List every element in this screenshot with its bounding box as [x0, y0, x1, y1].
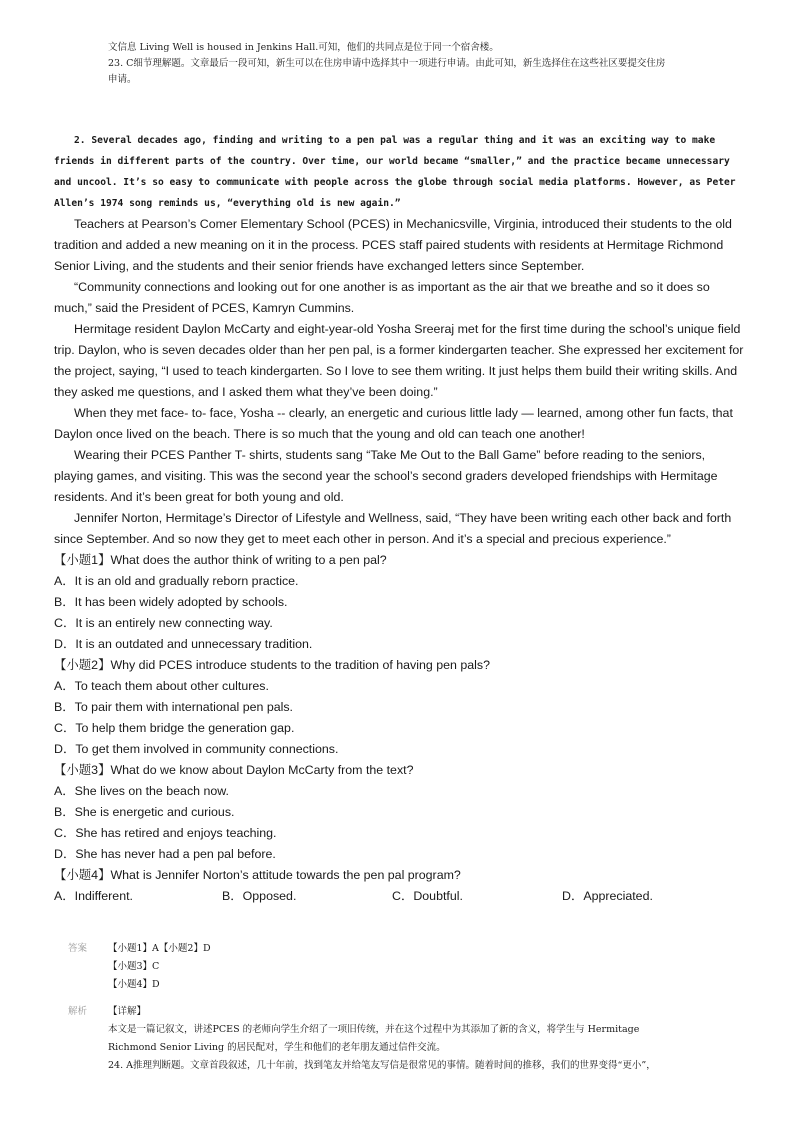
answer-line: 【小题3】C: [108, 961, 160, 972]
question-1: [54, 550, 744, 655]
passage-paragraph: When they met face- to- face, Yosha -- clearly, an energetic and curious little lady — learned, among other fun facts, that Daylon once lived on the beach. There is so much that the young and old can teach one another!: [54, 406, 733, 441]
option-d: D．It is an outdated and unnecessary tradition.: [54, 637, 313, 651]
answer-line: 【小题1】A【小题2】D: [108, 943, 211, 954]
question-3: [54, 760, 744, 865]
analysis-section: [68, 1003, 748, 1075]
option-a: A．To teach them about other cultures.: [54, 679, 269, 693]
question-stem: 【小题4】What is Jennifer Norton’s attitude towards the pen pal program?: [54, 868, 461, 882]
options-row: [54, 886, 744, 907]
option-d: D．She has never had a pen pal before.: [54, 847, 276, 861]
passage-paragraph: “Community connections and looking out for one another is as important as the air that we breathe and so it does so much,” said the President of PCES, Kamryn Cummins.: [54, 280, 710, 315]
option-b: B．Opposed.: [222, 889, 297, 903]
analysis-line: Richmond Senior Living 的居民配对，学生和他们的老年朋友通过信件交流。: [108, 1042, 446, 1053]
option-d: D．Appreciated.: [562, 889, 653, 903]
option-c: C．Doubtful.: [392, 889, 463, 903]
option-a: A．She lives on the beach now.: [54, 784, 229, 798]
note-line: 申请。: [108, 74, 137, 85]
answer-label: 答案: [68, 943, 88, 954]
passage-paragraph: Teachers at Pearson’s Comer Elementary School (PCES) in Mechanicsville, Virginia, introduced their students to the old tradition and added a new meaning on it in the process. PCES staff paired students with residents at Hermitage Richmond Senior Living, and the students and their senior friends have exchanged letters since September.: [54, 217, 732, 273]
passage-paragraph: Wearing their PCES Panther T- shirts, students sang “Take Me Out to the Ball Game” before reading to the seniors, playing games, and visiting. This was the second year the school’s second graders developed friendships with Hermitage residents. And it’s been great for both young and old.: [54, 448, 718, 504]
previous-answer-note: [108, 40, 748, 88]
option-d: D．To get them involved in community connections.: [54, 742, 339, 756]
passage-paragraph: Jennifer Norton, Hermitage’s Director of Lifestyle and Wellness, said, “They have been writing each other back and forth since September. And so now they get to meet each other in person. And it’s a special and precious experience.”: [54, 511, 732, 546]
question-stem: 【小题2】Why did PCES introduce students to the tradition of having pen pals?: [54, 658, 490, 672]
option-b: B．She is energetic and curious.: [54, 805, 235, 819]
question-stem: 【小题3】What do we know about Daylon McCarty from the text?: [54, 763, 414, 777]
analysis-label: 解析: [68, 1006, 88, 1017]
question-stem: 【小题1】What does the author think of writing to a pen pal?: [54, 553, 387, 567]
note-line: 23. C细节理解题。文章最后一段可知，新生可以在住房申请中选择其中一项进行申请。由此可知，新生选择住在这些社区要提交住房: [108, 58, 666, 69]
analysis-line: 本文是一篇记叙文，讲述PCES 的老师向学生介绍了一项旧传统，并在这个过程中为其添加了新的含义，将学生与 Hermitage: [108, 1024, 640, 1035]
analysis-line: 【详解】: [108, 1006, 147, 1017]
passage-paragraph: Hermitage resident Daylon McCarty and eight-year-old Yosha Sreeraj met for the first time during the school’s unique field trip. Daylon, who is seven decades older than her pen pal, is a former kindergarten teacher. She expressed her excitement for the project, saying, “I used to teach kindergarten. So I love to see them writing. It just helps them build their writing skills. And they asked me questions, and I asked them what they’ve been doing.”: [54, 322, 744, 399]
note-line: 文信息 Living Well is housed in Jenkins Hall.可知，他们的共同点是位于同一个宿舍楼。: [108, 42, 499, 53]
question-4: [54, 865, 744, 907]
option-b: B．To pair them with international pen pals.: [54, 700, 293, 714]
option-b: B．It has been widely adopted by schools.: [54, 595, 288, 609]
passage-intro: 2. Several decades ago, finding and writing to a pen pal was a regular thing and it was an exciting way to make friends in different parts of the country. Over time, our world became “smaller,” and the practice became unnecessary and uncool. It’s so easy to communicate with people across the globe through social media platforms. However, as Peter Allen’s 1974 song reminds us, “everything old is new again.”: [54, 135, 736, 209]
question-2: [54, 655, 744, 760]
answer-section: [68, 940, 748, 994]
answer-line: 【小题4】D: [108, 979, 160, 990]
analysis-line: 24. A推理判断题。文章首段叙述，几十年前，找到笔友并给笔友写信是很常见的事情。随着时间的推移，我们的世界变得“更小”，: [108, 1060, 656, 1071]
option-c: C．It is an entirely new connecting way.: [54, 616, 273, 630]
option-a: A．It is an old and gradually reborn practice.: [54, 574, 299, 588]
reading-passage: [54, 130, 744, 907]
option-c: C．She has retired and enjoys teaching.: [54, 826, 277, 840]
option-c: C．To help them bridge the generation gap.: [54, 721, 295, 735]
option-a: A．Indifferent.: [54, 889, 133, 903]
